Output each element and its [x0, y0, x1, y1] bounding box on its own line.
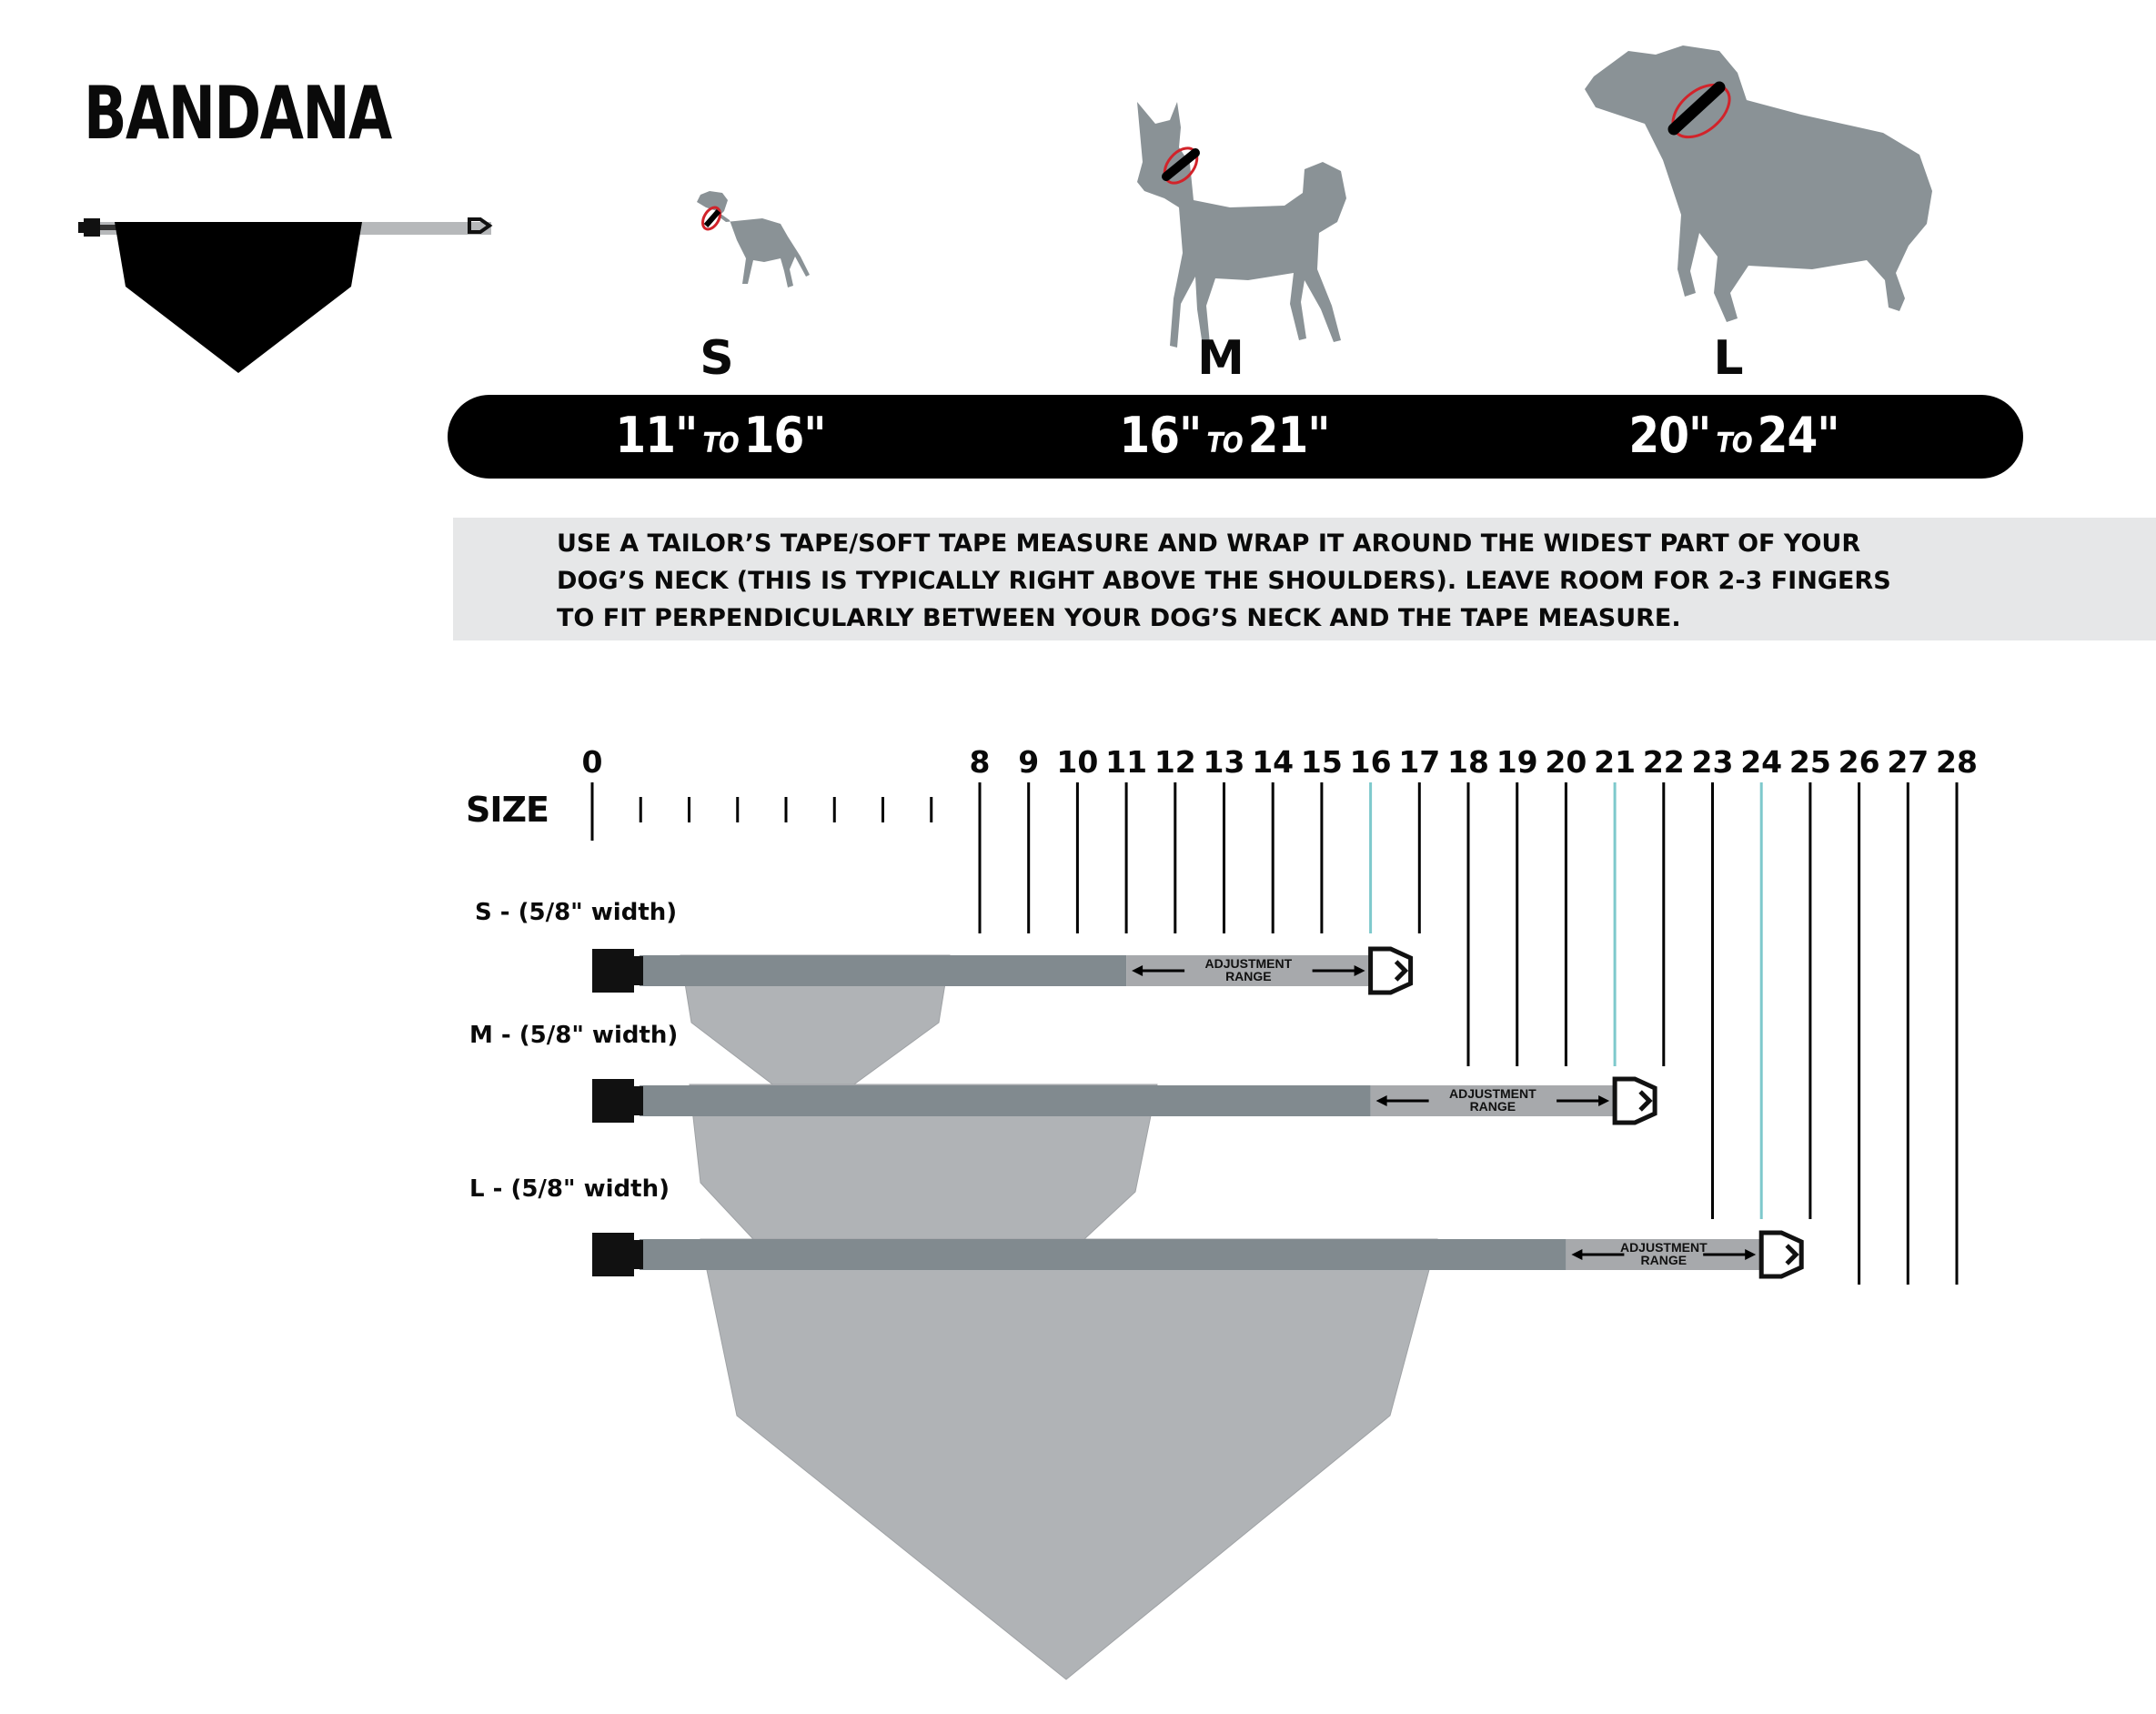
range-l: 20" TO 24": [1628, 407, 1839, 464]
tick-label-16: 16: [1349, 744, 1392, 780]
range-s: 11" TO 16": [615, 407, 826, 464]
dog-medium-icon: [1137, 102, 1346, 348]
row-label-m: M - (5/8" width): [469, 1022, 679, 1049]
tick-label-13: 13: [1203, 744, 1245, 780]
tick-label-9: 9: [1018, 744, 1040, 780]
strap-fixed-length: [640, 1239, 1566, 1270]
buckle-male-icon: [592, 949, 643, 993]
bandana-shape: [700, 1239, 1437, 1679]
strap-fixed-length: [640, 1085, 1371, 1116]
size-label-m: M: [1197, 331, 1244, 386]
bandana-thumbnail: [78, 218, 491, 373]
page-title: BANDANA: [84, 71, 391, 156]
buckle-male-icon: [592, 1079, 643, 1123]
tick-label-10: 10: [1056, 744, 1099, 780]
size-label-l: L: [1713, 331, 1744, 386]
tick-label-18: 18: [1447, 744, 1489, 780]
tick-label-15: 15: [1300, 744, 1343, 780]
tick-label-24: 24: [1740, 744, 1783, 780]
tick-label-22: 22: [1642, 744, 1685, 780]
tick-label-12: 12: [1154, 744, 1196, 780]
tick-label-23: 23: [1691, 744, 1734, 780]
strap-row-l: [592, 1233, 1801, 1679]
size-label-s: S: [700, 331, 734, 386]
adjustment-range-label: ADJUSTMENT RANGE: [1449, 1086, 1536, 1114]
tick-label-27: 27: [1887, 744, 1929, 780]
tick-label-25: 25: [1788, 744, 1831, 780]
tick-label-14: 14: [1252, 744, 1295, 780]
tick-label-26: 26: [1838, 744, 1880, 780]
size-rows: [592, 949, 1801, 1679]
strap-fixed-length: [640, 955, 1126, 986]
instructions-panel: [453, 518, 2156, 640]
tick-label-21: 21: [1594, 744, 1637, 780]
range-m: 16" TO 21": [1119, 407, 1330, 464]
tick-label-28: 28: [1936, 744, 1978, 780]
instructions-text: USE A TAILOR’S TAPE/SOFT TAPE MEASURE AND WRAP IT AROUND THE WIDEST PART OF YOUR DOG’S NECK (THIS IS TYPICALLY RIGHT ABOVE THE SHOULDERS). LEAVE ROOM FOR 2-3 FINGERS TO FIT PERPENDICULARLY BETWEEN YOUR DOG’S NECK AND THE TAPE MEASURE.: [557, 529, 1891, 632]
adjustment-range-label: ADJUSTMENT RANGE: [1619, 1240, 1708, 1267]
tick-label-8: 8: [969, 744, 991, 780]
tick-label-11: 11: [1105, 744, 1148, 780]
dog-large-icon: [1585, 45, 1932, 322]
adjustment-range-label: ADJUSTMENT RANGE: [1204, 956, 1293, 983]
tick-label-0: 0: [581, 744, 603, 780]
dog-small-icon: [697, 191, 810, 287]
row-label-l: L - (5/8" width): [469, 1175, 670, 1203]
tick-label-20: 20: [1545, 744, 1587, 780]
tick-label-17: 17: [1398, 744, 1441, 780]
row-label-s: S - (5/8" width): [475, 899, 678, 926]
tick-label-19: 19: [1496, 744, 1538, 780]
scale-title: SIZE: [466, 790, 549, 830]
buckle-male-icon: [592, 1233, 643, 1276]
